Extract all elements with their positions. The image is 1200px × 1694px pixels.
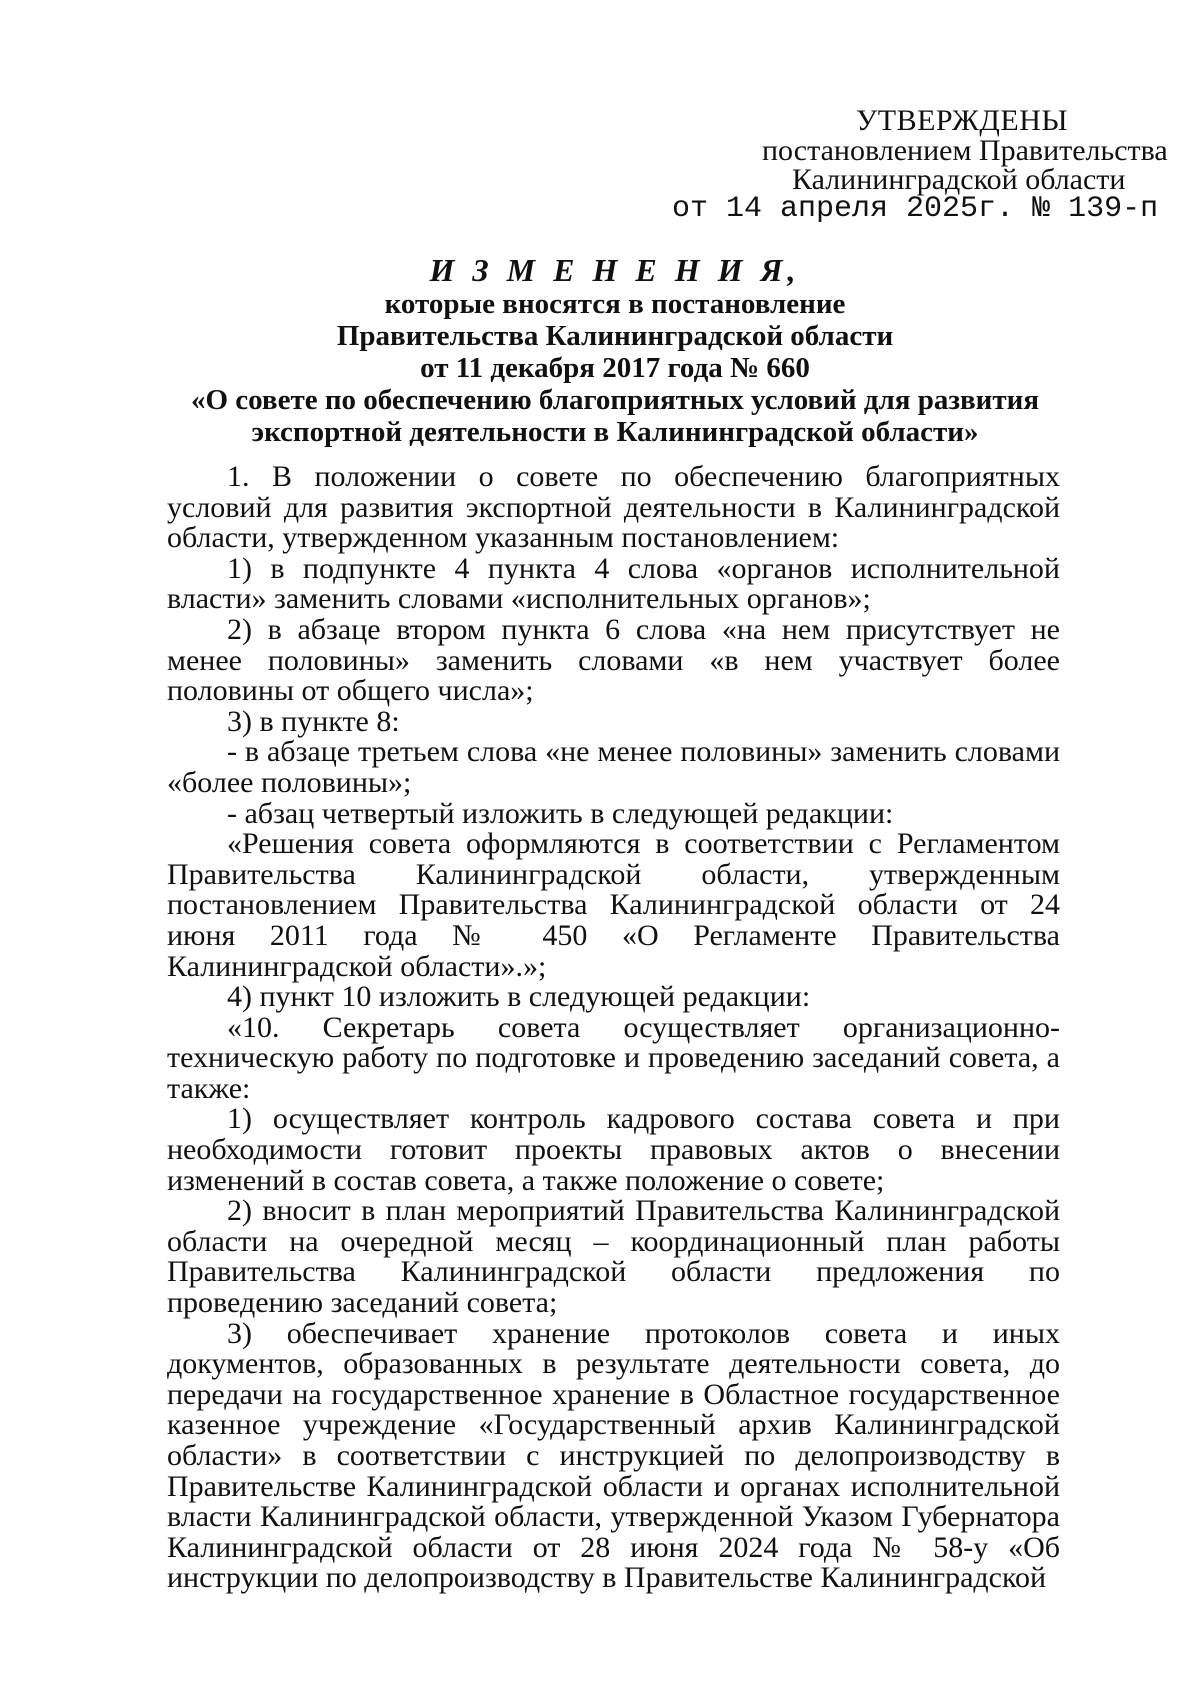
document-heading xyxy=(150,252,1080,448)
paragraph-12: 3) обеспечивает хранение протоколов совета и иных документов, образованных в результате деятельности совета, до передачи на государственное хранение в Областное государственное казенное учреждение «Государственный архив Калининградской области» в соответствии с инструкцией по делопроизводству в Правительстве Калининградской области и органах исполнительной власти Калининградской области, утвержденной Указом Губернатора Калининградской области от 28 июня 2024 года № 58-у «Об инструкции по делопроизводству в Правительстве Калининградской xyxy=(167,1316,1060,1595)
heading-line-2: Правительства Калининградской области xyxy=(336,320,894,352)
paragraph-9: «10. Секретарь совета осуществляет организационно-техническую работу по подготовке и проведению заседаний совета, а также: xyxy=(167,1010,1060,1105)
paragraph-10: 1) осуществляет контроль кадрового состава совета и при необходимости готовит проекты правовых актов о внесении изменений в состав совета, а также положение о совете; xyxy=(167,1102,1060,1197)
heading-line-3: от 11 декабря 2017 года № 660 xyxy=(420,352,810,384)
approval-line-2: Калининградской области xyxy=(792,163,1126,196)
paragraph-11: 2) вносит в план мероприятий Правительства Калининградской области на очередной месяц – координационный план работы Правительства Калининградской области предложения по проведению заседаний совета; xyxy=(167,1194,1060,1320)
heading-line-1: которые вносятся в постановление xyxy=(384,288,846,320)
document-body xyxy=(167,462,1060,1594)
approval-line-1: постановлением Правительства xyxy=(762,134,1168,167)
heading-line-5: экспортной деятельности в Калининградской области» xyxy=(251,416,979,448)
heading-line-4: «О совете по обеспечению благоприятных условий для развития xyxy=(190,384,1040,416)
paragraph-4: 3) в пункте 8: xyxy=(227,704,400,738)
paragraph-3: 2) в абзаце втором пункта 6 слова «на нем присутствует не менее половины» заменить словами «в нем участвует более половины от общего числа»; xyxy=(167,612,1060,708)
paragraph-8: 4) пункт 10 изложить в следующей редакции: xyxy=(227,980,811,1014)
paragraph-1: 1. В положении о совете по обеспечению благоприятных условий для развития экспортной деятельности в Калининградской области, утвержденном указанным постановлением: xyxy=(167,460,1060,555)
paragraph-5: - в абзаце третьем слова «не менее половины» заменить словами «более половины»; xyxy=(167,735,1060,799)
paragraph-2: 1) в подпункте 4 пункта 4 слова «органов исполнительной власти» заменить словами «исполнительных органов»; xyxy=(167,551,1060,616)
approval-date-number: от 14 апреля 2025г. № 139-п xyxy=(672,192,1159,226)
approval-title: УТВЕРЖДЕНЫ xyxy=(856,104,1069,137)
paragraph-7: «Решения совета оформляются в соответствии с Регламентом Правительства Калининградской области, утвержденным постановлением Правительства Калининградской области от 24 июня 2011 года № 450 «О Регламенте Правительства Калининградской области».»; xyxy=(167,827,1060,983)
heading-title: И З М Е Н Е Н И Я, xyxy=(429,252,801,288)
paragraph-6: - абзац четвертый изложить в следующей редакции: xyxy=(227,796,894,830)
